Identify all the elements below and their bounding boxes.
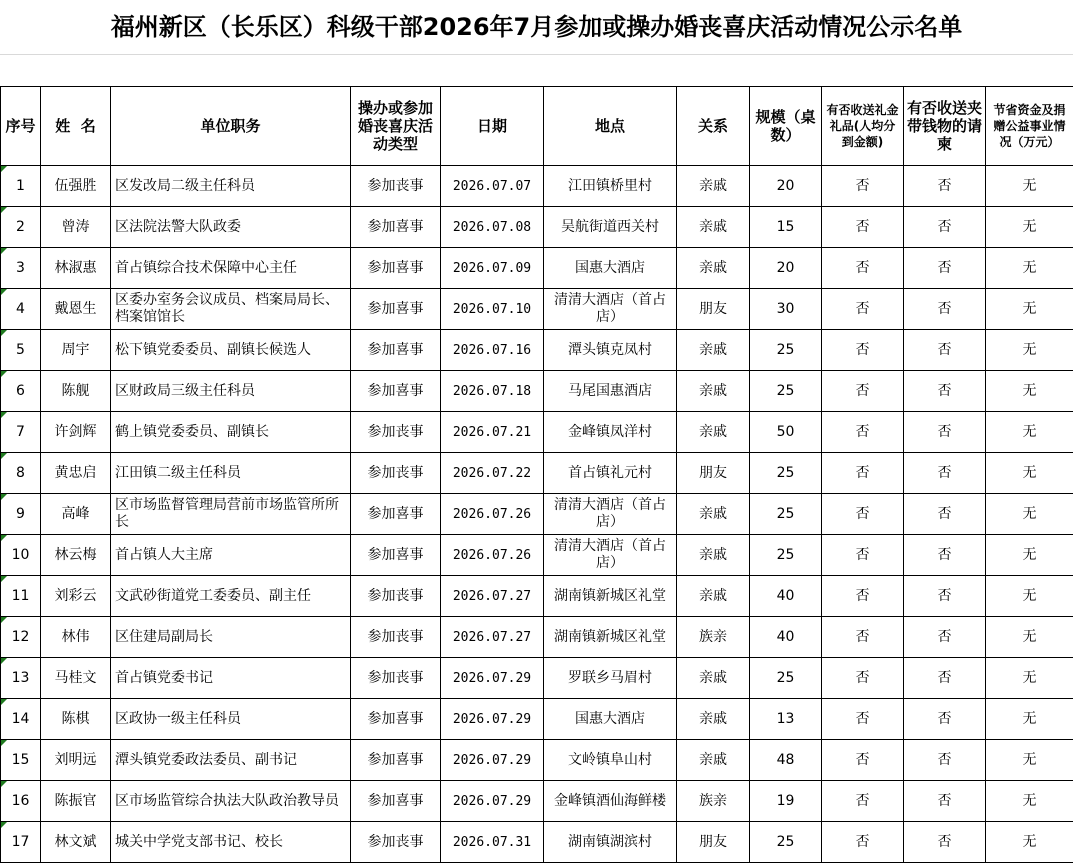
cell-request: 否 <box>904 371 986 412</box>
cell-unit: 区住建局副局长 <box>111 617 351 658</box>
table-row <box>1 371 1073 412</box>
cell-place: 清清大酒店（首占店） <box>544 535 677 576</box>
table-row <box>1 740 1073 781</box>
header-row <box>1 87 1073 166</box>
cell-gift: 否 <box>822 658 904 699</box>
cell-activity-type: 参加喜事 <box>351 289 441 330</box>
cell-unit: 江田镇二级主任科员 <box>111 453 351 494</box>
header-idx: 序号 <box>1 87 41 166</box>
cell-relation: 亲戚 <box>677 658 750 699</box>
cell-relation: 亲戚 <box>677 535 750 576</box>
cell-request: 否 <box>904 166 986 207</box>
cell-gift: 否 <box>822 699 904 740</box>
cell-request: 否 <box>904 412 986 453</box>
cell-fund: 无 <box>986 330 1073 371</box>
cell-activity-type: 参加喜事 <box>351 535 441 576</box>
cell-request: 否 <box>904 576 986 617</box>
cell-scale: 19 <box>750 781 822 822</box>
cell-scale: 50 <box>750 412 822 453</box>
cell-request: 否 <box>904 740 986 781</box>
cell-name: 黄忠启 <box>41 453 111 494</box>
cell-scale: 25 <box>750 453 822 494</box>
cell-date: 2026.07.10 <box>441 289 544 330</box>
table-row <box>1 412 1073 453</box>
cell-place: 马尾国惠酒店 <box>544 371 677 412</box>
table-row <box>1 576 1073 617</box>
table-row <box>1 248 1073 289</box>
cell-name: 曾涛 <box>41 207 111 248</box>
cell-index: 15 <box>1 740 41 781</box>
cell-date: 2026.07.29 <box>441 699 544 740</box>
cell-activity-type: 参加喜事 <box>351 494 441 535</box>
cell-index: 5 <box>1 330 41 371</box>
cell-date: 2026.07.08 <box>441 207 544 248</box>
cell-place: 文岭镇阜山村 <box>544 740 677 781</box>
cell-activity-type: 参加丧事 <box>351 576 441 617</box>
cell-unit: 区发改局二级主任科员 <box>111 166 351 207</box>
table-row <box>1 617 1073 658</box>
table-row <box>1 658 1073 699</box>
cell-index: 9 <box>1 494 41 535</box>
cell-scale: 25 <box>750 822 822 863</box>
cell-unit: 潭头镇党委政法委员、副书记 <box>111 740 351 781</box>
blank-row <box>0 54 1073 88</box>
cell-unit: 城关中学党支部书记、校长 <box>111 822 351 863</box>
cell-unit: 区委办室务会议成员、档案局局长、档案馆馆长 <box>111 289 351 330</box>
cell-index: 4 <box>1 289 41 330</box>
cell-request: 否 <box>904 330 986 371</box>
cell-gift: 否 <box>822 617 904 658</box>
cell-fund: 无 <box>986 412 1073 453</box>
cell-scale: 48 <box>750 740 822 781</box>
cell-name: 刘彩云 <box>41 576 111 617</box>
cell-scale: 20 <box>750 166 822 207</box>
cell-relation: 亲戚 <box>677 412 750 453</box>
cell-gift: 否 <box>822 371 904 412</box>
cell-date: 2026.07.26 <box>441 494 544 535</box>
cell-gift: 否 <box>822 453 904 494</box>
cell-index: 17 <box>1 822 41 863</box>
table-row <box>1 781 1073 822</box>
cell-index: 1 <box>1 166 41 207</box>
cell-unit: 区市场监督管理局营前市场监管所所长 <box>111 494 351 535</box>
cell-fund: 无 <box>986 740 1073 781</box>
cell-unit: 区法院法警大队政委 <box>111 207 351 248</box>
cell-index: 14 <box>1 699 41 740</box>
cell-gift: 否 <box>822 207 904 248</box>
header-unit: 单位职务 <box>111 87 351 166</box>
cell-place: 国惠大酒店 <box>544 699 677 740</box>
cell-scale: 20 <box>750 248 822 289</box>
cell-name: 林淑惠 <box>41 248 111 289</box>
header-place: 地点 <box>544 87 677 166</box>
cell-name: 陈振官 <box>41 781 111 822</box>
cell-gift: 否 <box>822 330 904 371</box>
cell-fund: 无 <box>986 248 1073 289</box>
cell-name: 刘明远 <box>41 740 111 781</box>
cell-relation: 朋友 <box>677 289 750 330</box>
cell-gift: 否 <box>822 781 904 822</box>
cell-place: 清清大酒店（首占店） <box>544 494 677 535</box>
cell-activity-type: 参加喜事 <box>351 371 441 412</box>
cell-request: 否 <box>904 781 986 822</box>
cell-activity-type: 参加丧事 <box>351 166 441 207</box>
cell-index: 12 <box>1 617 41 658</box>
table-row <box>1 289 1073 330</box>
cell-unit: 鹤上镇党委委员、副镇长 <box>111 412 351 453</box>
cell-date: 2026.07.18 <box>441 371 544 412</box>
cell-date: 2026.07.29 <box>441 781 544 822</box>
header-fund: 节省资金及捐赠公益事业情况（万元） <box>986 87 1073 166</box>
cell-place: 首占镇礼元村 <box>544 453 677 494</box>
cell-relation: 亲戚 <box>677 207 750 248</box>
cell-fund: 无 <box>986 166 1073 207</box>
cell-place: 湖南镇湖滨村 <box>544 822 677 863</box>
cell-place: 湖南镇新城区礼堂 <box>544 617 677 658</box>
cell-scale: 25 <box>750 535 822 576</box>
table-row <box>1 207 1073 248</box>
table-row <box>1 166 1073 207</box>
cell-unit: 首占镇人大主席 <box>111 535 351 576</box>
cell-unit: 区财政局三级主任科员 <box>111 371 351 412</box>
cell-fund: 无 <box>986 658 1073 699</box>
cell-name: 陈棋 <box>41 699 111 740</box>
cell-scale: 25 <box>750 371 822 412</box>
cell-name: 林云梅 <box>41 535 111 576</box>
cell-activity-type: 参加喜事 <box>351 781 441 822</box>
table-row <box>1 453 1073 494</box>
cell-unit: 区市场监管综合执法大队政治教导员 <box>111 781 351 822</box>
cell-name: 陈舰 <box>41 371 111 412</box>
cell-relation: 亲戚 <box>677 699 750 740</box>
cell-request: 否 <box>904 494 986 535</box>
cell-index: 11 <box>1 576 41 617</box>
cell-index: 7 <box>1 412 41 453</box>
cell-fund: 无 <box>986 822 1073 863</box>
cell-scale: 25 <box>750 330 822 371</box>
table-row <box>1 822 1073 863</box>
cell-request: 否 <box>904 207 986 248</box>
cell-unit: 松下镇党委委员、副镇长候选人 <box>111 330 351 371</box>
cell-scale: 30 <box>750 289 822 330</box>
cell-gift: 否 <box>822 166 904 207</box>
cell-request: 否 <box>904 535 986 576</box>
cell-place: 湖南镇新城区礼堂 <box>544 576 677 617</box>
cell-gift: 否 <box>822 494 904 535</box>
cell-date: 2026.07.29 <box>441 740 544 781</box>
cell-index: 3 <box>1 248 41 289</box>
cell-place: 金峰镇酒仙海鲜楼 <box>544 781 677 822</box>
cell-request: 否 <box>904 699 986 740</box>
cell-relation: 朋友 <box>677 453 750 494</box>
cell-activity-type: 参加丧事 <box>351 617 441 658</box>
cell-activity-type: 参加喜事 <box>351 699 441 740</box>
cell-activity-type: 参加喜事 <box>351 330 441 371</box>
cell-request: 否 <box>904 248 986 289</box>
header-name: 姓 名 <box>41 87 111 166</box>
cell-index: 16 <box>1 781 41 822</box>
cell-index: 2 <box>1 207 41 248</box>
table-row <box>1 699 1073 740</box>
cell-scale: 40 <box>750 576 822 617</box>
cell-place: 潭头镇克凤村 <box>544 330 677 371</box>
cell-date: 2026.07.31 <box>441 822 544 863</box>
header-relation: 关系 <box>677 87 750 166</box>
cell-activity-type: 参加喜事 <box>351 248 441 289</box>
cell-unit: 文武砂街道党工委委员、副主任 <box>111 576 351 617</box>
cell-unit: 首占镇综合技术保障中心主任 <box>111 248 351 289</box>
header-request: 有否收送夹带钱物的请柬 <box>904 87 986 166</box>
cell-relation: 族亲 <box>677 617 750 658</box>
cell-relation: 亲戚 <box>677 740 750 781</box>
cell-unit: 区政协一级主任科员 <box>111 699 351 740</box>
cell-activity-type: 参加丧事 <box>351 822 441 863</box>
cell-name: 高峰 <box>41 494 111 535</box>
cell-gift: 否 <box>822 412 904 453</box>
cell-activity-type: 参加喜事 <box>351 207 441 248</box>
cell-fund: 无 <box>986 617 1073 658</box>
cell-fund: 无 <box>986 535 1073 576</box>
cell-index: 13 <box>1 658 41 699</box>
cell-gift: 否 <box>822 822 904 863</box>
cell-name: 伍强胜 <box>41 166 111 207</box>
cell-fund: 无 <box>986 781 1073 822</box>
cell-name: 戴恩生 <box>41 289 111 330</box>
cell-name: 周宇 <box>41 330 111 371</box>
cell-fund: 无 <box>986 576 1073 617</box>
cell-unit: 首占镇党委书记 <box>111 658 351 699</box>
cell-gift: 否 <box>822 248 904 289</box>
table-row <box>1 535 1073 576</box>
cell-relation: 亲戚 <box>677 576 750 617</box>
cell-fund: 无 <box>986 453 1073 494</box>
cell-index: 8 <box>1 453 41 494</box>
cell-place: 国惠大酒店 <box>544 248 677 289</box>
cell-gift: 否 <box>822 535 904 576</box>
cell-request: 否 <box>904 453 986 494</box>
header-gift: 有否收送礼金礼品(人均分到金额) <box>822 87 904 166</box>
cell-scale: 13 <box>750 699 822 740</box>
header-type: 操办或参加婚丧喜庆活动类型 <box>351 87 441 166</box>
cell-relation: 亲戚 <box>677 330 750 371</box>
cell-place: 江田镇桥里村 <box>544 166 677 207</box>
cell-place: 金峰镇凤洋村 <box>544 412 677 453</box>
cell-activity-type: 参加喜事 <box>351 740 441 781</box>
cell-relation: 族亲 <box>677 781 750 822</box>
cell-gift: 否 <box>822 289 904 330</box>
cell-name: 马桂文 <box>41 658 111 699</box>
cell-date: 2026.07.22 <box>441 453 544 494</box>
cell-request: 否 <box>904 658 986 699</box>
cell-date: 2026.07.27 <box>441 617 544 658</box>
page-title: 福州新区（长乐区）科级干部2026年7月参加或操办婚丧喜庆活动情况公示名单 <box>0 0 1073 54</box>
cell-index: 10 <box>1 535 41 576</box>
cell-fund: 无 <box>986 289 1073 330</box>
table-row <box>1 330 1073 371</box>
cell-gift: 否 <box>822 576 904 617</box>
header-scale: 规模（桌数） <box>750 87 822 166</box>
cell-relation: 亲戚 <box>677 166 750 207</box>
cell-request: 否 <box>904 289 986 330</box>
roster-table <box>0 86 1073 863</box>
cell-relation: 亲戚 <box>677 371 750 412</box>
cell-activity-type: 参加丧事 <box>351 412 441 453</box>
cell-fund: 无 <box>986 207 1073 248</box>
cell-date: 2026.07.16 <box>441 330 544 371</box>
cell-index: 6 <box>1 371 41 412</box>
cell-place: 罗联乡马眉村 <box>544 658 677 699</box>
cell-scale: 25 <box>750 658 822 699</box>
cell-place: 吴航街道西关村 <box>544 207 677 248</box>
cell-date: 2026.07.07 <box>441 166 544 207</box>
cell-name: 许剑辉 <box>41 412 111 453</box>
cell-fund: 无 <box>986 371 1073 412</box>
cell-name: 林文斌 <box>41 822 111 863</box>
cell-relation: 亲戚 <box>677 494 750 535</box>
cell-activity-type: 参加丧事 <box>351 453 441 494</box>
cell-activity-type: 参加丧事 <box>351 658 441 699</box>
cell-date: 2026.07.29 <box>441 658 544 699</box>
cell-date: 2026.07.21 <box>441 412 544 453</box>
cell-relation: 朋友 <box>677 822 750 863</box>
cell-scale: 25 <box>750 494 822 535</box>
cell-scale: 40 <box>750 617 822 658</box>
cell-fund: 无 <box>986 699 1073 740</box>
cell-date: 2026.07.26 <box>441 535 544 576</box>
cell-request: 否 <box>904 822 986 863</box>
cell-fund: 无 <box>986 494 1073 535</box>
cell-date: 2026.07.27 <box>441 576 544 617</box>
cell-scale: 15 <box>750 207 822 248</box>
table-row <box>1 494 1073 535</box>
cell-date: 2026.07.09 <box>441 248 544 289</box>
cell-relation: 亲戚 <box>677 248 750 289</box>
cell-request: 否 <box>904 617 986 658</box>
cell-place: 清清大酒店（首占店） <box>544 289 677 330</box>
header-date: 日期 <box>441 87 544 166</box>
cell-gift: 否 <box>822 740 904 781</box>
cell-name: 林伟 <box>41 617 111 658</box>
